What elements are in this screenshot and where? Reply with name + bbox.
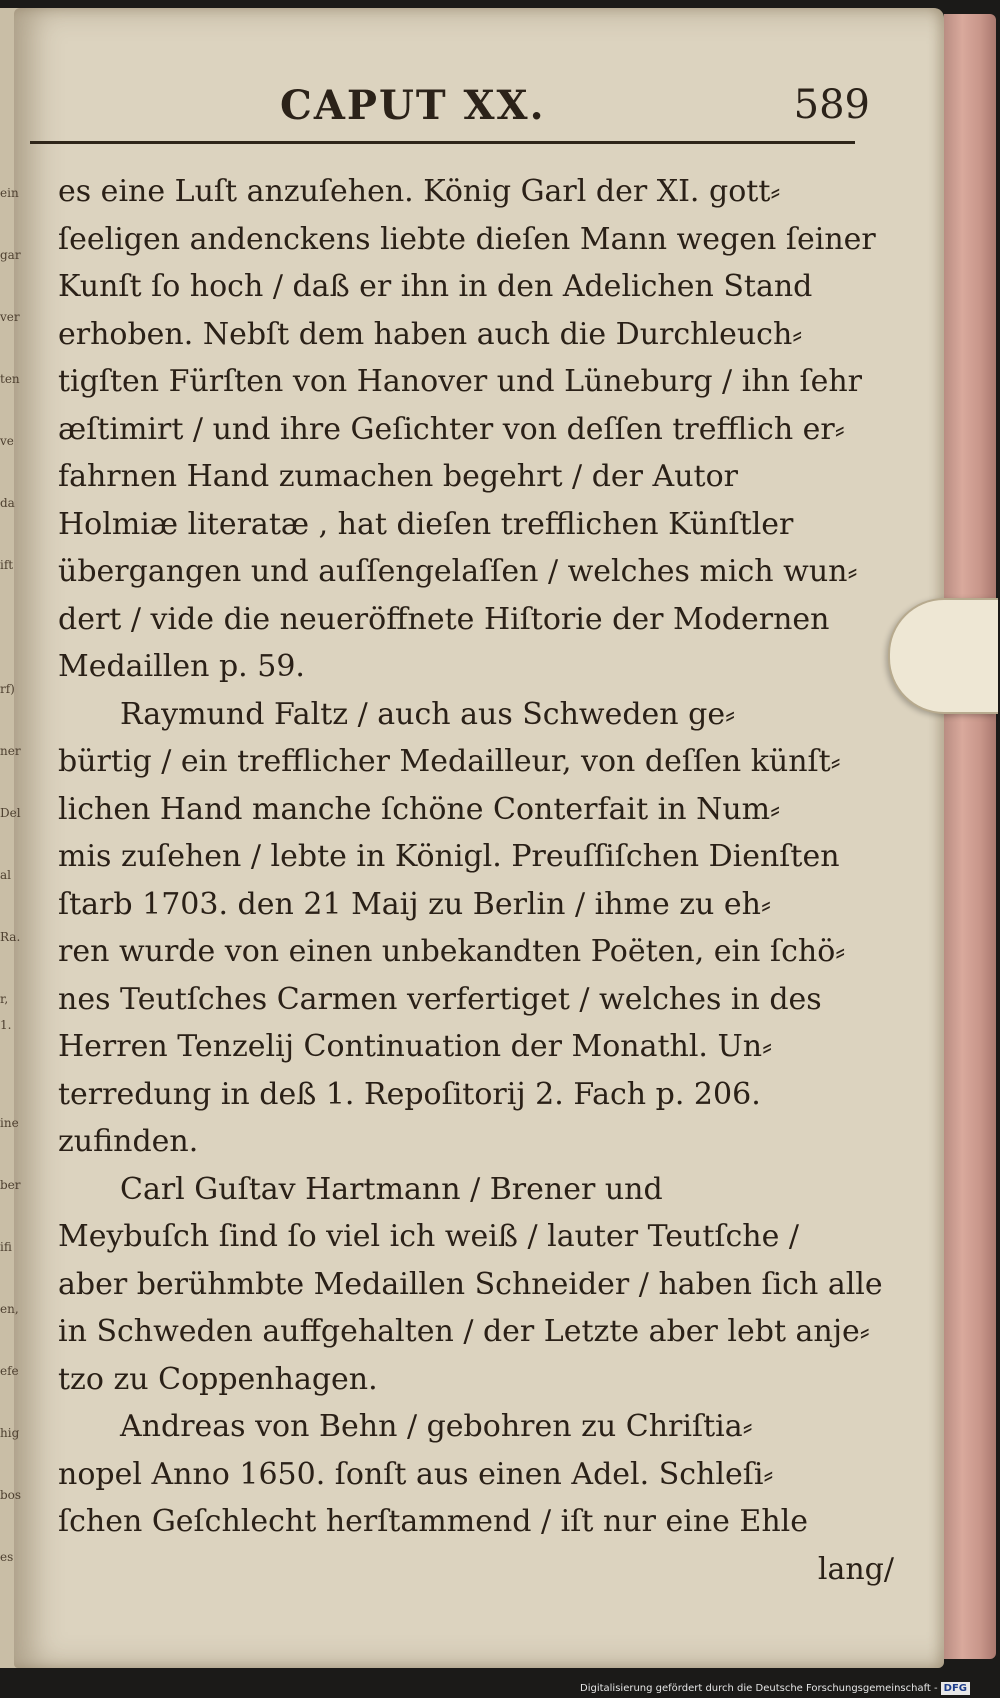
- text-line: tzo zu Coppenhagen.: [58, 1361, 378, 1397]
- page-edge: [944, 14, 996, 1659]
- text-line: in Schweden auffgehalten / der Letzte aber lebt anje⸗: [58, 1314, 870, 1349]
- margin-fragment: Del: [0, 806, 21, 820]
- body-text: [58, 168, 900, 1593]
- margin-fragment: ein: [0, 186, 19, 200]
- text-line: Kunſt ſo hoch / daß er ihn in den Adelichen Stand: [58, 269, 813, 304]
- text-line: aber berühmbte Medaillen Schneider / haben ſich alle: [58, 1266, 883, 1302]
- margin-fragment: ifi: [0, 1240, 12, 1254]
- margin-fragment: en,: [0, 1302, 19, 1316]
- chapter-title: CAPUT XX.: [280, 82, 546, 129]
- margin-fragment: da: [0, 496, 15, 510]
- text-line: ſchen Geſchlecht herſtammend / iſt nur eine Ehle: [58, 1504, 808, 1539]
- margin-fragment: ten: [0, 372, 20, 386]
- text-line: dert / vide die neueröffnete Hiſtorie der Modernen: [58, 601, 830, 637]
- text-line: mis zuſehen / lebte in Königl. Preuſſiſchen Dienſten: [58, 839, 840, 874]
- page-tab: [888, 598, 998, 714]
- margin-fragment: es: [0, 1550, 14, 1564]
- margin-fragments: [0, 180, 22, 1606]
- text-line: bürtig / ein trefflicher Medailleur, von deſſen künſt⸗: [58, 744, 841, 779]
- text-line: æſtimirt / und ihre Geſichter von deſſen trefflich er⸗: [58, 411, 845, 447]
- margin-fragment: [0, 614, 22, 676]
- text-line: ſtarb 1703. den 21 Maij zu Berlin / ihme zu eh⸗: [58, 886, 771, 922]
- margin-fragment: Ra.: [0, 930, 21, 944]
- catchword: lang/: [817, 1551, 894, 1587]
- margin-fragment: bos: [0, 1488, 22, 1502]
- margin-fragment: al: [0, 868, 11, 882]
- page-number: 589: [793, 82, 870, 128]
- text-line: zufinden.: [58, 1124, 199, 1159]
- page-header: [60, 82, 880, 142]
- text-line: es eine Luſt anzuſehen. König Garl der XI. gott⸗: [58, 174, 781, 209]
- footer-credit: [580, 1680, 996, 1698]
- text-line: tigſten Fürſten von Hanover und Lüneburg / ihn ſehr: [58, 364, 862, 399]
- margin-fragment: ver: [0, 310, 20, 324]
- header-rule: [30, 141, 855, 144]
- text-line: Raymund Faltz / auch aus Schweden ge⸗: [120, 696, 736, 732]
- dfg-logo: DFG: [941, 1682, 970, 1695]
- margin-fragment: ine: [0, 1116, 19, 1130]
- text-line: Herren Tenzelij Continuation der Monathl. Un⸗: [58, 1029, 773, 1064]
- margin-fragment: gar: [0, 248, 21, 262]
- text-line: Holmiæ literatæ , hat dieſen trefflichen Künſtler: [58, 506, 794, 542]
- text-line: nes Teutſches Carmen verfertiget / welches in des: [58, 981, 822, 1017]
- margin-fragment: [0, 1048, 22, 1110]
- text-line: fahrnen Hand zumachen begehrt / der Autor: [58, 459, 738, 494]
- footer-text: Digitalisierung gefördert durch die Deutsche Forschungsgemeinschaft -: [580, 1683, 938, 1694]
- margin-fragment: ift: [0, 558, 14, 572]
- text-line: lichen Hand manche ſchöne Conterfait in Num⸗: [58, 791, 781, 827]
- text-line: erhoben. Nebſt dem haben auch die Durchleuch⸗: [58, 316, 803, 352]
- text-line: nopel Anno 1650. ſonſt aus einen Adel. Schleſi⸗: [58, 1456, 774, 1492]
- margin-fragment: r, 1.: [0, 992, 12, 1032]
- text-line: Medaillen p. 59.: [58, 649, 305, 684]
- text-line: Meybuſch ſind ſo viel ich weiß / lauter Teutſche /: [58, 1219, 800, 1254]
- text-line: Carl Guſtav Hartmann / Brener und: [120, 1171, 663, 1207]
- margin-fragment: ner: [0, 744, 21, 758]
- margin-fragment: rf): [0, 682, 15, 696]
- text-line: Andreas von Behn / gebohren zu Chriſtia⸗: [120, 1409, 753, 1444]
- margin-fragment: efe: [0, 1364, 19, 1378]
- text-line: übergangen und auſſengelaſſen / welches mich wun⸗: [58, 554, 858, 589]
- margin-fragment: ber: [0, 1178, 21, 1192]
- text-line: terredung in deß 1. Repoſitorij 2. Fach p. 206.: [58, 1076, 761, 1112]
- margin-fragment: ve: [0, 434, 14, 448]
- text-line: ſeeligen andenckens liebte dieſen Mann wegen ſeiner: [58, 221, 876, 257]
- margin-fragment: hig: [0, 1426, 20, 1440]
- text-line: ren wurde von einen unbekandten Poëten, ein ſchö⸗: [58, 934, 846, 969]
